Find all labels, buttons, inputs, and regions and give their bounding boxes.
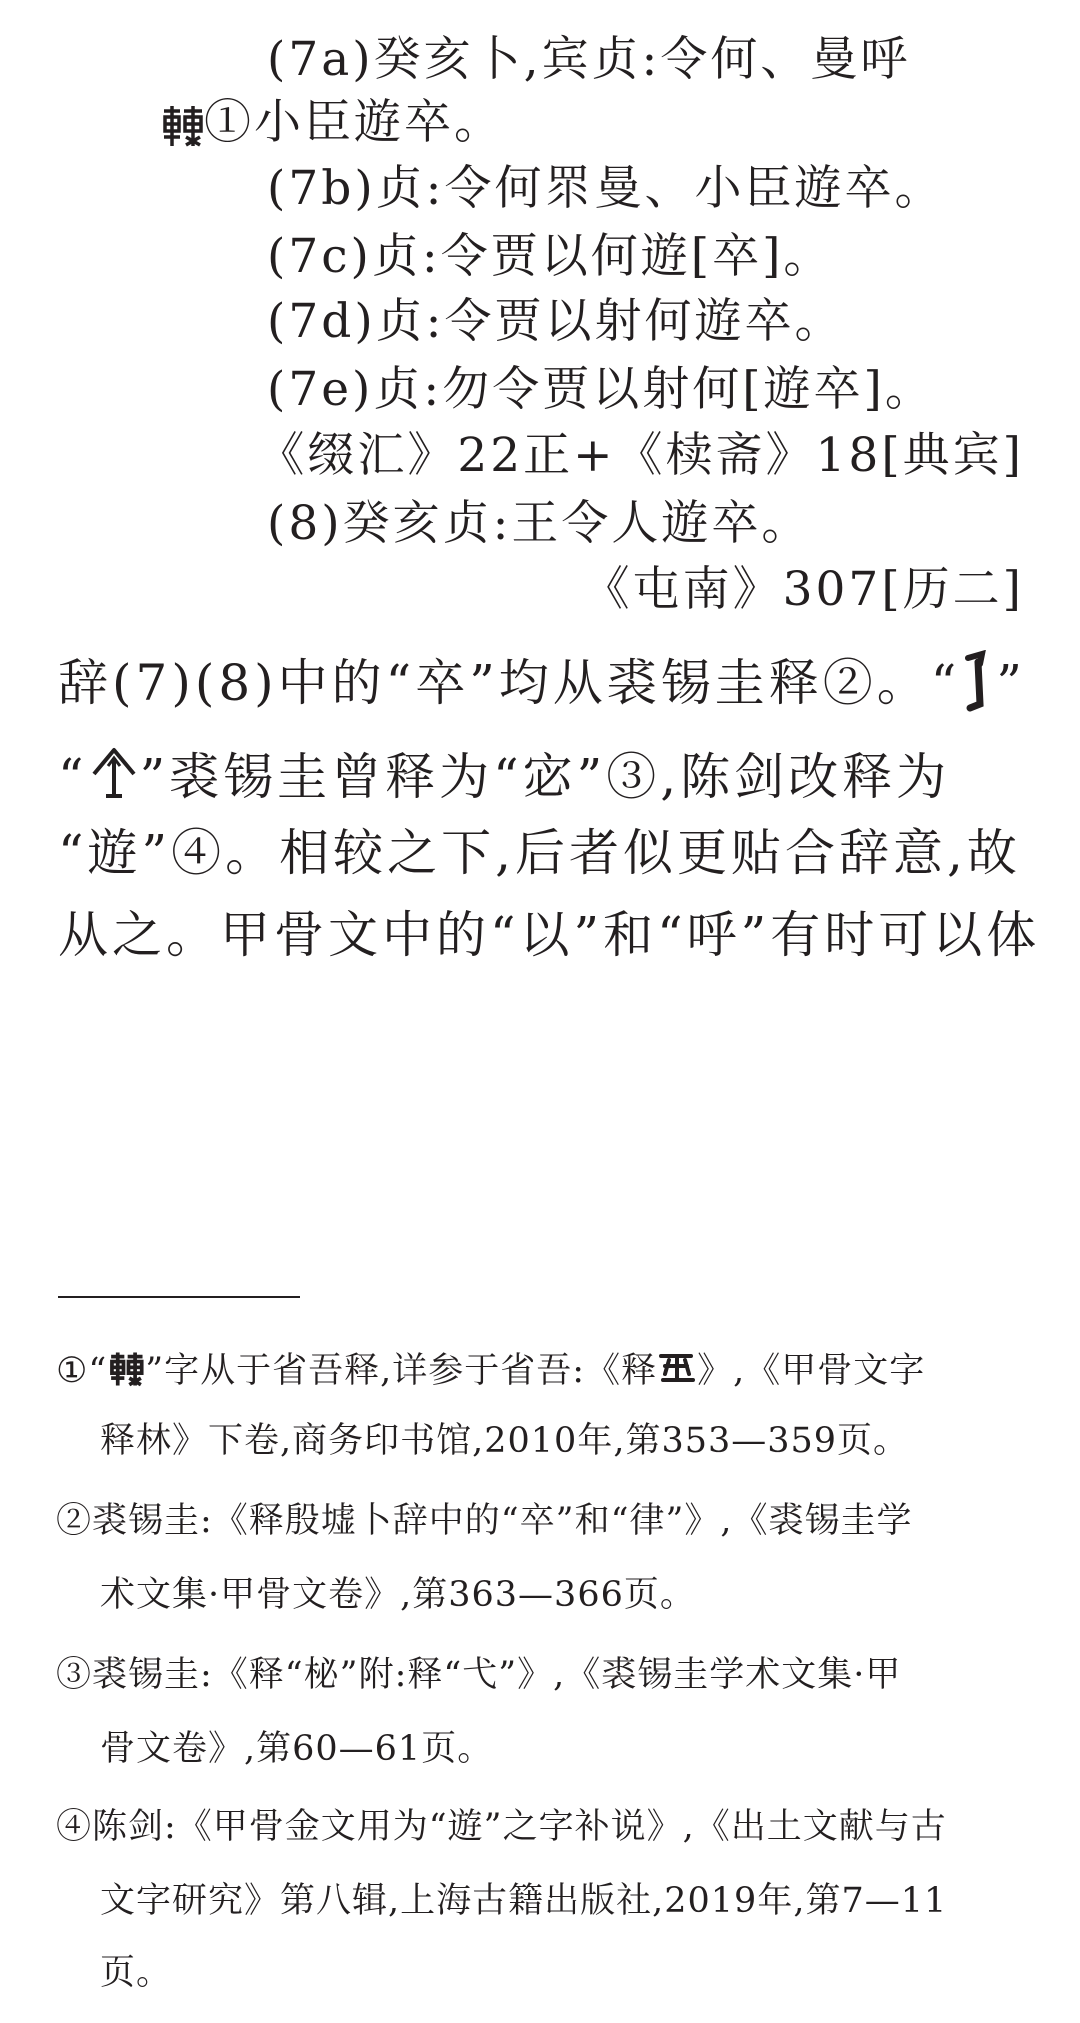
footnote-1-text-b: 》,《甲骨文字	[697, 1351, 926, 1391]
footnote-divider	[58, 1296, 300, 1298]
footnote-4-line1: ④陈剑:《甲骨金文用为“遊”之字补说》,《出土文献与古	[56, 1807, 947, 1847]
body-line-1	[58, 650, 1026, 714]
source-citation-8: 《屯南》307[历二]	[582, 562, 1024, 617]
footnote-3-line2: 骨文卷》,第60—61页。	[100, 1729, 494, 1769]
footnote-oracle-glyph	[657, 1350, 697, 1386]
body-line-2-text: ”裘锡圭曾释为“宓”③,陈剑改释为	[139, 748, 951, 806]
footnote-1-line2: 释林》下卷,商务印书馆,2010年,第353—359页。	[100, 1421, 910, 1461]
body-line-2	[58, 744, 950, 804]
oracle-glyph-1	[960, 650, 996, 714]
example-7a-line2-text: ①小臣遊卒。	[204, 95, 504, 150]
body-line-1-text: 辞(7)(8)中的“卒”均从裘锡圭释②。“	[58, 654, 961, 712]
footnote-2-line2: 术文集·甲骨文卷》,第363—366页。	[100, 1575, 696, 1615]
example-7d: (7d)贞:令贾以射何遊卒。	[267, 294, 845, 349]
footnote-oracle-character	[107, 1350, 145, 1388]
example-7c: (7c)贞:令贾以何遊[卒]。	[267, 229, 834, 284]
footnote-1-line1	[56, 1350, 925, 1389]
oracle-glyph-2	[88, 744, 140, 804]
source-citation-7: 《缀汇》22正+《椟斋》18[典宾]	[257, 428, 1024, 483]
footnote-1-text-a: ”字从于省吾释,详参于省吾:《释	[145, 1351, 658, 1391]
footnote-1-marker: ①“	[56, 1351, 108, 1391]
example-7a-line1: (7a)癸亥卜,宾贞:令何、曼呼	[267, 32, 911, 87]
body-line-1-close-quote: ”	[996, 654, 1026, 712]
body-line-3: “遊”④。相较之下,后者似更贴合辞意,故	[58, 824, 1021, 882]
body-line-4: 从之。甲骨文中的“以”和“呼”有时可以体	[58, 906, 1041, 964]
footnote-3-line1: ③裘锡圭:《释“柲”附:释“弋”》,《裘锡圭学术文集·甲	[56, 1655, 902, 1695]
footnote-4-line3: 页。	[100, 1953, 173, 1993]
body-line-2-open-quote: “	[58, 748, 88, 806]
oracle-character-glyph	[160, 103, 204, 149]
footnote-4-line2: 文字研究》第八辑,上海古籍出版社,2019年,第7—11	[100, 1881, 948, 1921]
footnote-2-line1: ②裘锡圭:《释殷墟卜辞中的“卒”和“律”》,《裘锡圭学	[56, 1501, 913, 1541]
example-7e: (7e)贞:勿令贾以射何[遊卒]。	[267, 362, 935, 417]
example-8: (8)癸亥贞:王令人遊卒。	[267, 496, 812, 551]
example-7b: (7b)贞:令何眔曼、小臣遊卒。	[267, 161, 945, 216]
example-7a-line2	[160, 95, 504, 150]
